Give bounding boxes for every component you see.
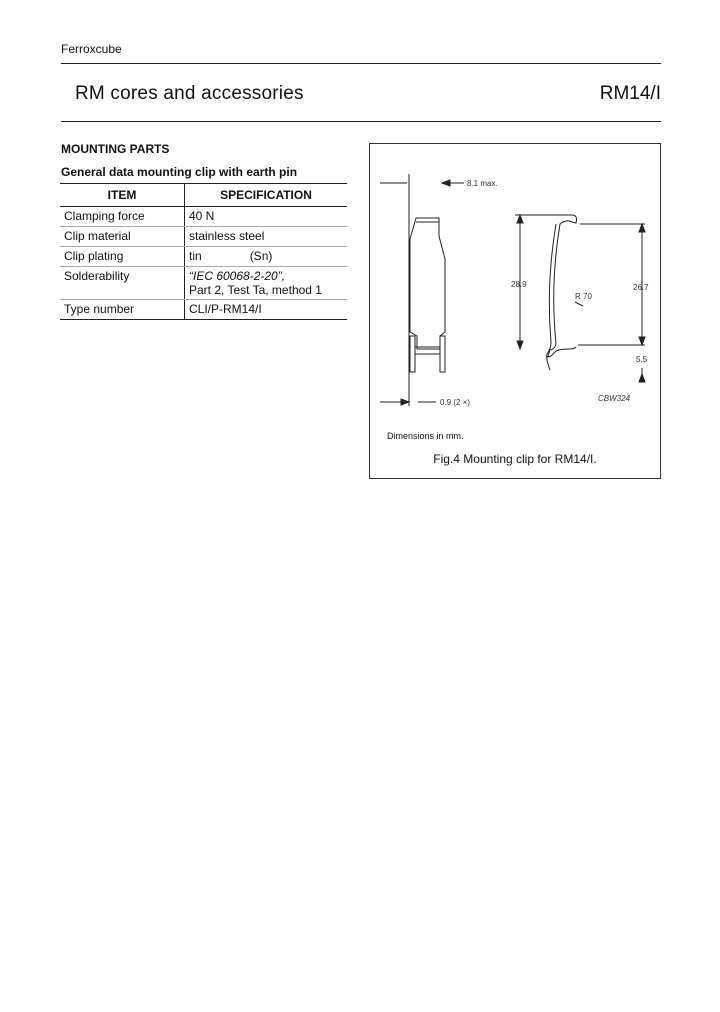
spec-unit: (Sn) (249, 249, 273, 263)
document-code: RM14/I (599, 83, 661, 104)
dim-height-right-label: 26.7 (633, 283, 649, 292)
company-name: Ferroxcube (61, 42, 122, 56)
header-item: ITEM (60, 184, 185, 207)
row-item: Solderability (60, 267, 185, 300)
figure-caption: Fig.4 Mounting clip for RM14/I. (433, 452, 597, 466)
row-spec: stainless steel (185, 227, 348, 247)
figure-box (369, 143, 661, 479)
row-spec: 40 N (185, 207, 348, 227)
table-caption: General data mounting clip with earth pin (61, 165, 298, 179)
dim-radius-label: R 70 (575, 292, 592, 301)
table-row (60, 207, 347, 227)
header-rule-bottom (61, 121, 661, 122)
table-row (60, 247, 347, 267)
dim-width-label: 8.1 max. (467, 179, 498, 188)
row-item: Type number (60, 300, 185, 320)
dimensions-note: Dimensions in mm. (387, 431, 464, 441)
row-spec: CLI/P-RM14/I (185, 300, 348, 320)
table-row (60, 267, 347, 300)
drawing-code: CBW324 (598, 394, 631, 403)
spec-value: tin (189, 249, 202, 263)
row-item: Clip plating (60, 247, 185, 267)
table-row (60, 227, 347, 247)
spec-standard: “IEC 60068-2-20”, (189, 269, 286, 283)
document-title: RM cores and accessories (75, 83, 304, 104)
dim-tail-label: 5.5 (636, 355, 648, 364)
row-spec (185, 267, 348, 300)
dim-height-left-label: 28.9 (511, 280, 527, 289)
section-heading: MOUNTING PARTS (61, 142, 170, 156)
spec-method: Part 2, Test Ta, method 1 (189, 283, 322, 297)
dim-bottom-label: 0.9 (2 ×) (440, 398, 471, 407)
header-specification: SPECIFICATION (185, 184, 348, 207)
row-item: Clamping force (60, 207, 185, 227)
header-rule-top (61, 63, 661, 64)
table-header-row (60, 184, 347, 207)
row-spec (185, 247, 348, 267)
spec-table (60, 183, 347, 320)
table-row (60, 300, 347, 320)
row-item: Clip material (60, 227, 185, 247)
mounting-clip-drawing (370, 144, 660, 478)
